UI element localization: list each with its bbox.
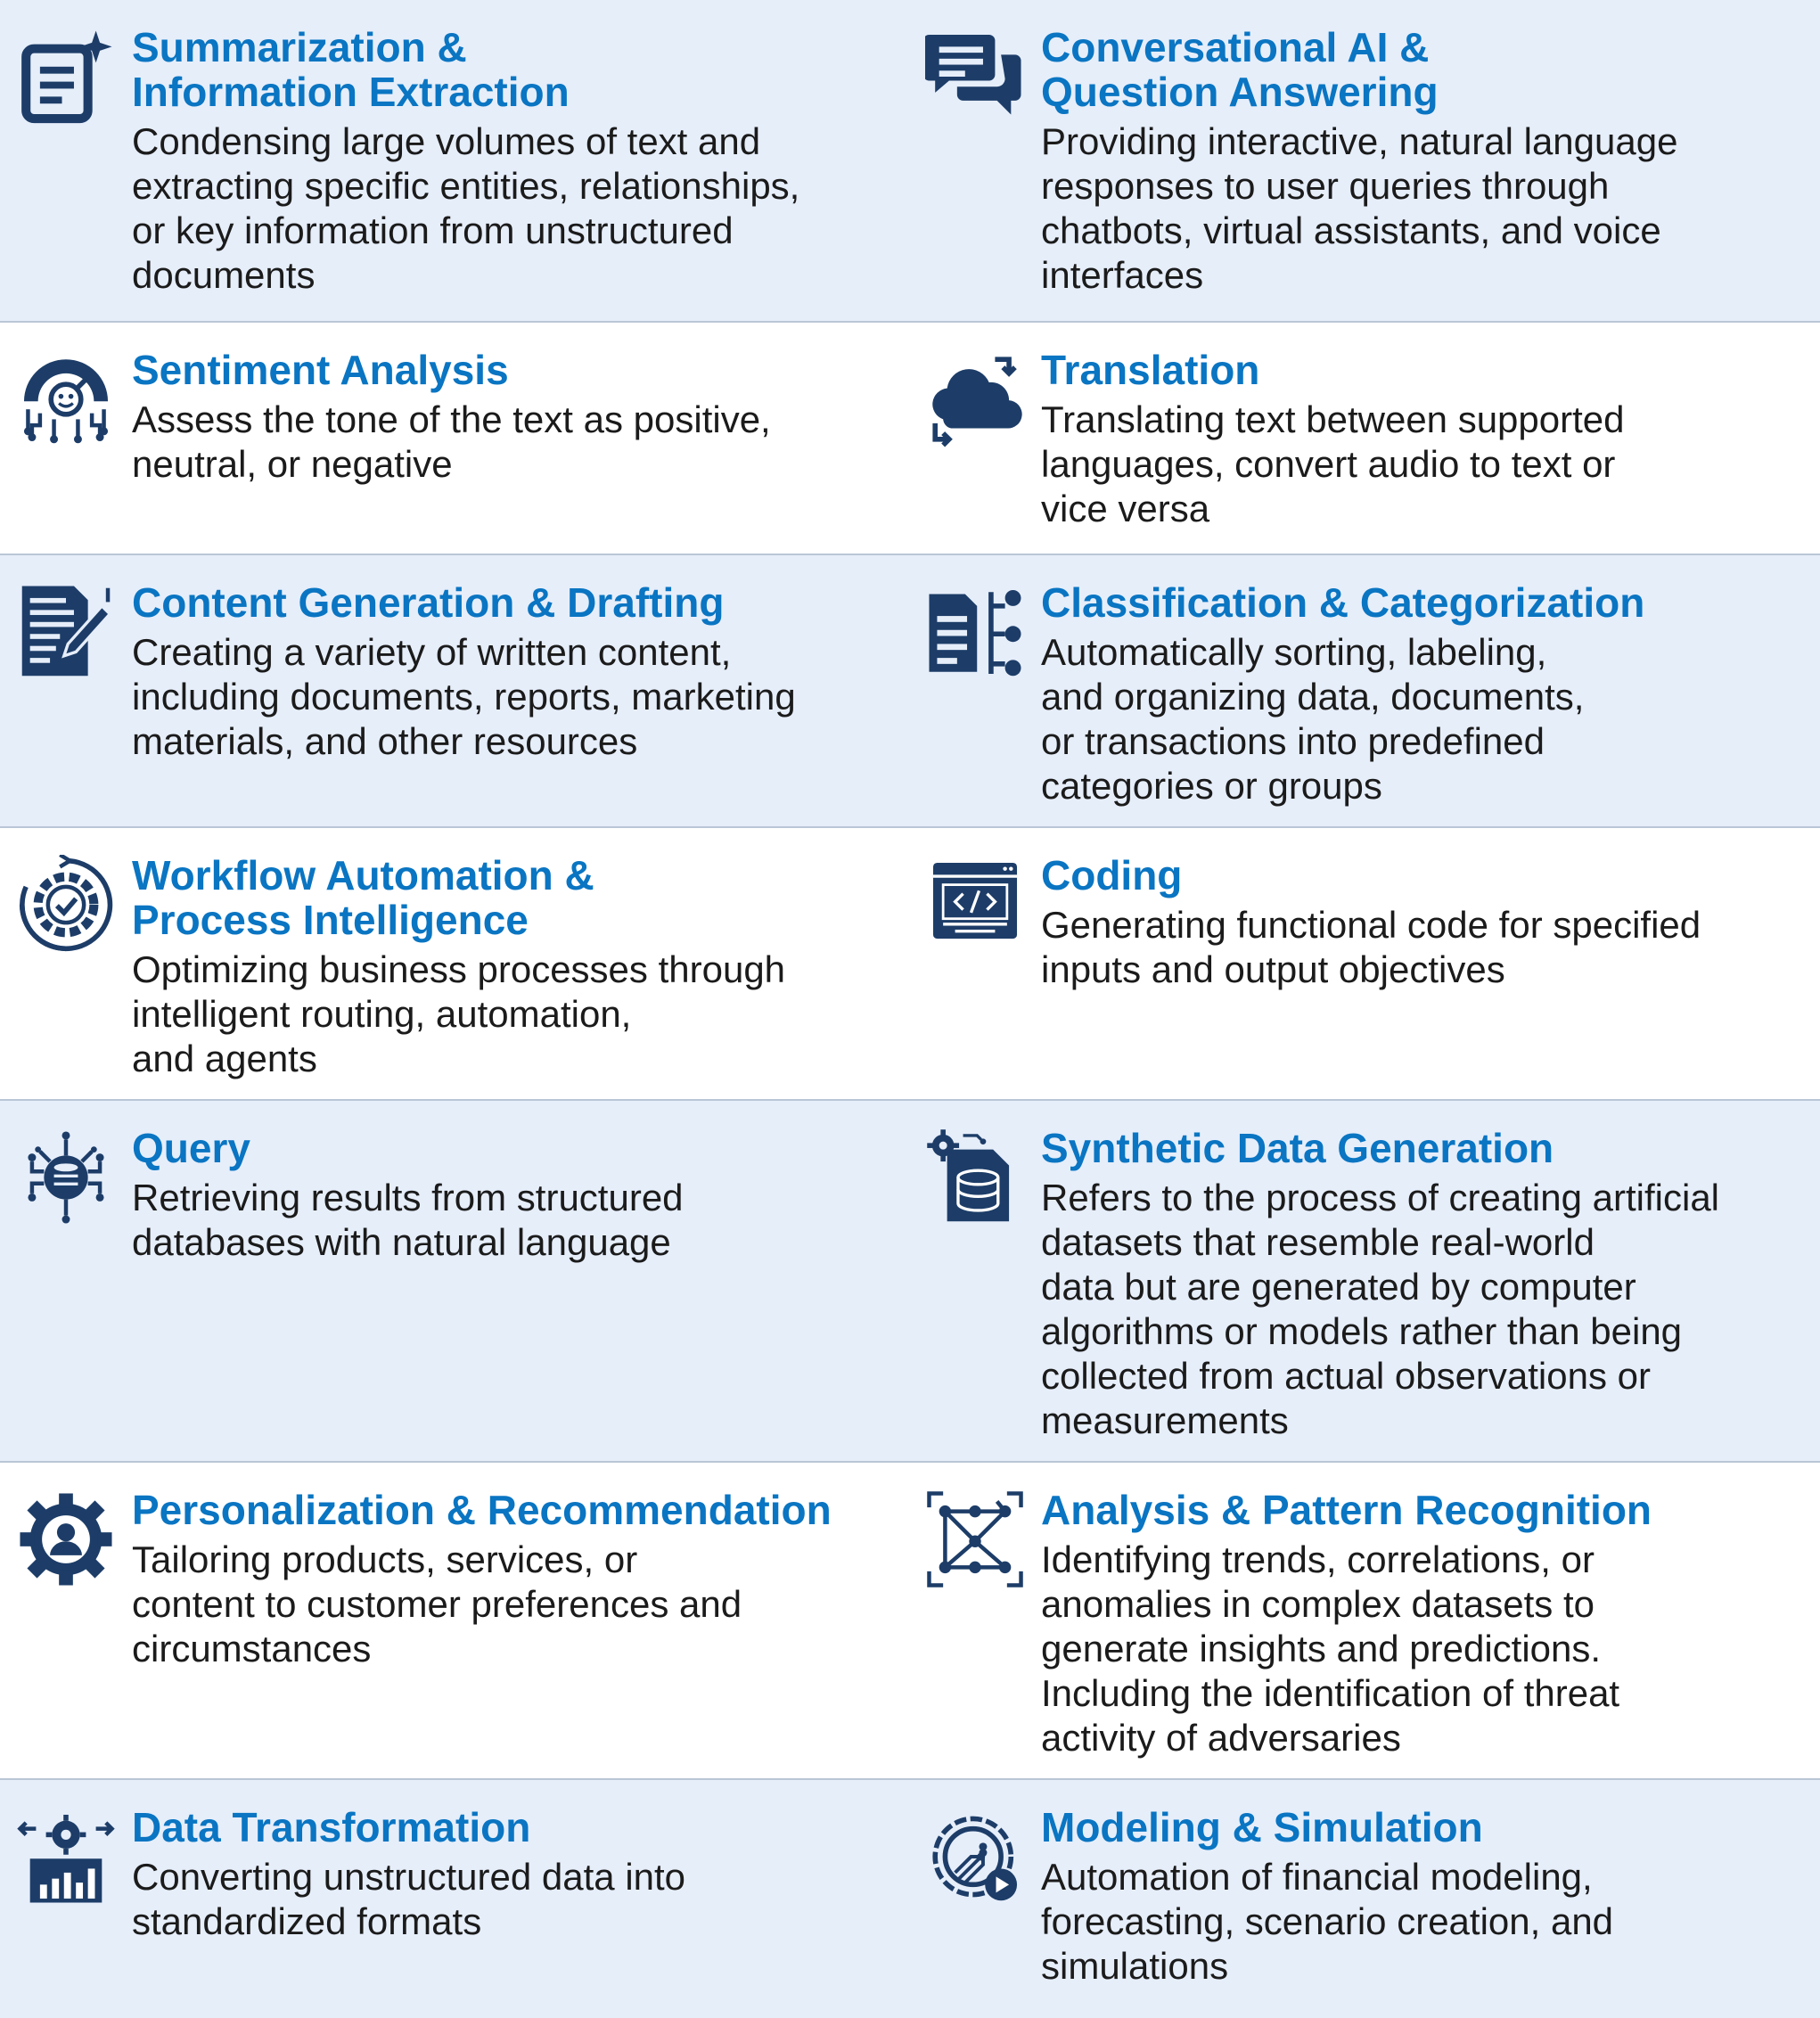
data-transform-icon bbox=[16, 1807, 116, 1907]
card-title: Content Generation & Drafting bbox=[132, 579, 725, 626]
use-case-card bbox=[909, 1463, 1820, 1778]
card-title: Analysis & Pattern Recognition bbox=[1041, 1487, 1652, 1533]
card-description: Converting unstructured data into standardized formats bbox=[132, 1856, 686, 1942]
use-case-card bbox=[909, 828, 1820, 1099]
use-case-card bbox=[909, 1780, 1820, 2018]
grid-row bbox=[0, 323, 1820, 555]
cloud-sync-icon bbox=[925, 349, 1025, 449]
sentiment-gauge-icon bbox=[16, 349, 116, 449]
card-description: Providing interactive, natural language responses to user queries through chatbots, virtual assistants, and voice interfaces bbox=[1041, 120, 1678, 296]
card-description: Creating a variety of written content, including documents, reports, marketing materials, and other resources bbox=[132, 631, 796, 762]
card-description: Refers to the process of creating artificial datasets that resemble real-world data but are generated by computer algorithms or models rather than being collected from actual observations or measurements bbox=[1041, 1177, 1720, 1441]
card-description: Automation of financial modeling, forecasting, scenario creation, and simulations bbox=[1041, 1856, 1614, 1987]
gear-circuit-play-icon bbox=[925, 1807, 1025, 1907]
use-case-card bbox=[0, 1101, 909, 1461]
card-description: Generating functional code for specified inputs and output objectives bbox=[1041, 904, 1701, 990]
chat-bubbles-icon bbox=[925, 27, 1025, 127]
use-case-card bbox=[0, 1780, 909, 2018]
card-description: Translating text between supported languages, convert audio to text or vice versa bbox=[1041, 398, 1625, 529]
grid-row bbox=[0, 1101, 1820, 1463]
card-title: Data Transformation bbox=[132, 1804, 531, 1850]
card-description: Assess the tone of the text as positive, neutral, or negative bbox=[132, 398, 771, 485]
use-case-card bbox=[909, 1101, 1820, 1461]
grid-row bbox=[0, 555, 1820, 828]
card-description: Tailoring products, services, or content to customer preferences and circumstances bbox=[132, 1538, 742, 1669]
use-case-card bbox=[0, 323, 909, 554]
card-title: Personalization & Recommendation bbox=[132, 1487, 832, 1533]
card-description: Identifying trends, correlations, or anomalies in complex datasets to generate insights and predictions. Including the identification of threat activity of adversaries bbox=[1041, 1538, 1620, 1759]
card-title: Coding bbox=[1041, 852, 1183, 898]
gear-cycle-check-icon bbox=[16, 855, 116, 955]
document-pen-icon bbox=[16, 582, 116, 682]
card-description: Automatically sorting, labeling, and organizing data, documents, or transactions into predefined categories or groups bbox=[1041, 631, 1585, 807]
card-title: Modeling & Simulation bbox=[1041, 1804, 1483, 1850]
use-case-card bbox=[0, 0, 909, 321]
gear-user-icon bbox=[16, 1489, 116, 1589]
card-title: Synthetic Data Generation bbox=[1041, 1125, 1554, 1171]
database-gear-icon bbox=[925, 1128, 1025, 1227]
card-title: Workflow Automation & Process Intelligence bbox=[132, 852, 594, 943]
card-title: Summarization & Information Extraction bbox=[132, 24, 570, 115]
card-title: Query bbox=[132, 1125, 250, 1171]
use-case-card bbox=[0, 1463, 909, 1778]
pattern-graph-icon bbox=[925, 1489, 1025, 1589]
card-title: Classification & Categorization bbox=[1041, 579, 1645, 626]
card-description: Optimizing business processes through intelligent routing, automation, and agents bbox=[132, 948, 786, 1079]
document-sparkle-icon bbox=[16, 27, 116, 127]
grid-row bbox=[0, 1780, 1820, 2018]
card-description: Retrieving results from structured databases with natural language bbox=[132, 1177, 684, 1263]
grid-row bbox=[0, 828, 1820, 1101]
use-case-card bbox=[909, 0, 1820, 321]
use-case-card bbox=[0, 828, 909, 1099]
card-title: Translation bbox=[1041, 347, 1260, 393]
grid-row bbox=[0, 1463, 1820, 1780]
grid-row bbox=[0, 0, 1820, 323]
database-network-icon bbox=[16, 1128, 116, 1227]
card-description: Condensing large volumes of text and extracting specific entities, relationships, or key information from unstructured documents bbox=[132, 120, 800, 296]
use-case-card bbox=[909, 323, 1820, 554]
use-case-card bbox=[0, 555, 909, 826]
card-title: Conversational AI & Question Answering bbox=[1041, 24, 1439, 115]
card-title: Sentiment Analysis bbox=[132, 347, 509, 393]
use-case-card bbox=[909, 555, 1820, 826]
code-window-icon bbox=[925, 855, 1025, 955]
document-branch-icon bbox=[925, 582, 1025, 682]
